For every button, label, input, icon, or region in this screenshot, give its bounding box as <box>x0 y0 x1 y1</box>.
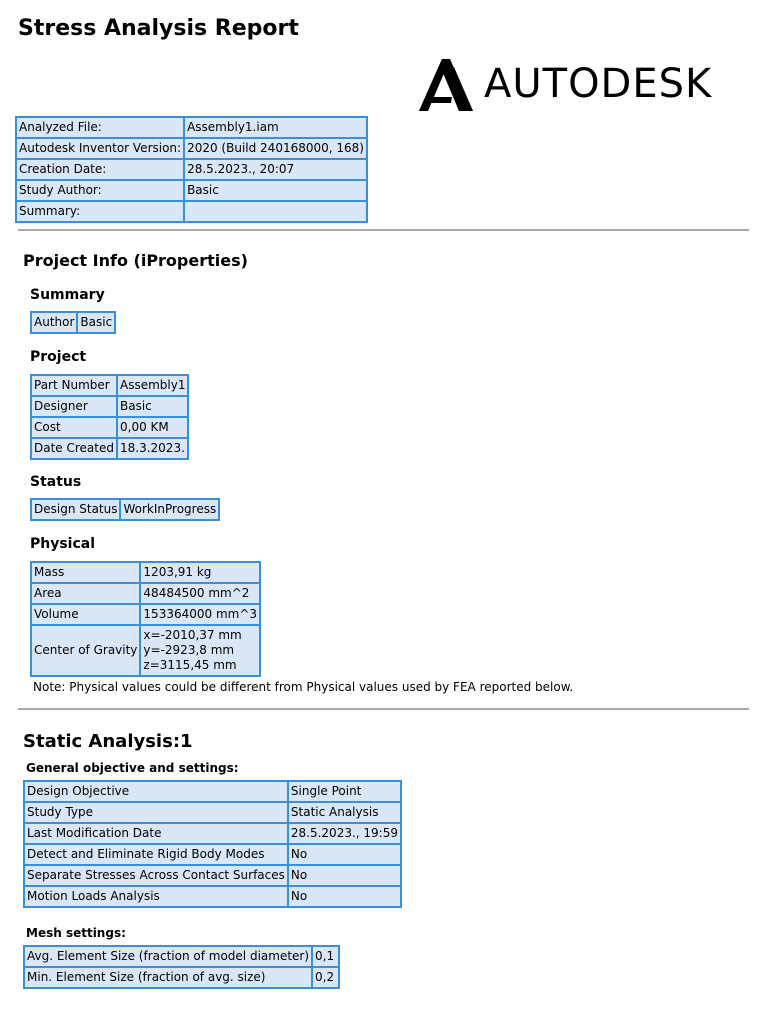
project-info-heading: Project Info (iProperties) <box>23 251 248 270</box>
table-cell-label: Summary: <box>16 201 184 222</box>
table-row <box>31 625 260 676</box>
table-row <box>31 438 188 459</box>
table-cell-value: 0,2 <box>312 967 339 988</box>
table-cell-value: 0,00 KM <box>117 417 188 438</box>
table-cell-value: 153364000 mm^3 <box>140 604 260 625</box>
table-cell-label: Analyzed File: <box>16 117 184 138</box>
table-cell-value: Assembly1.iam <box>184 117 367 138</box>
summary-table <box>30 311 116 334</box>
table-row <box>16 159 367 180</box>
table-cell-label: Center of Gravity <box>31 625 140 676</box>
table-cell-label: Design Objective <box>24 781 288 802</box>
table-cell-value: No <box>288 844 401 865</box>
cog-z: z=3115,45 mm <box>143 658 237 672</box>
table-row <box>31 312 115 333</box>
table-cell-label: Volume <box>31 604 140 625</box>
table-row <box>24 946 339 967</box>
report-title: Stress Analysis Report <box>18 16 299 41</box>
mesh-settings-table <box>23 945 340 989</box>
table-cell-value <box>184 201 367 222</box>
table-cell-label: Motion Loads Analysis <box>24 886 288 907</box>
table-cell-value: 28.5.2023., 19:59 <box>288 823 401 844</box>
table-cell-label: Mass <box>31 562 140 583</box>
table-cell-label: Author <box>31 312 77 333</box>
table-cell-label: Designer <box>31 396 117 417</box>
table-row <box>31 499 219 520</box>
table-cell-label: Separate Stresses Across Contact Surfaces <box>24 865 288 886</box>
file-info-table <box>15 116 368 223</box>
table-cell-value: 28.5.2023., 20:07 <box>184 159 367 180</box>
table-cell-value: Basic <box>117 396 188 417</box>
physical-heading: Physical <box>30 536 96 552</box>
general-settings-heading: General objective and settings: <box>26 761 239 775</box>
table-cell-label: Detect and Eliminate Rigid Body Modes <box>24 844 288 865</box>
table-row <box>24 865 401 886</box>
table-row <box>24 802 401 823</box>
project-heading: Project <box>30 349 87 365</box>
table-cell-value: 18.3.2023. <box>117 438 188 459</box>
table-row <box>16 138 367 159</box>
table-cell-value: Basic <box>77 312 115 333</box>
table-row <box>31 396 188 417</box>
static-analysis-heading: Static Analysis:1 <box>23 731 193 752</box>
table-cell-label: Autodesk Inventor Version: <box>16 138 184 159</box>
table-row <box>31 562 260 583</box>
table-cell-value: 1203,91 kg <box>140 562 260 583</box>
table-cell-label: Avg. Element Size (fraction of model diameter) <box>24 946 312 967</box>
physical-table <box>30 561 261 677</box>
center-of-gravity-values <box>140 625 260 676</box>
table-cell-label: Design Status <box>31 499 120 520</box>
table-cell-label: Cost <box>31 417 117 438</box>
table-cell-value: No <box>288 865 401 886</box>
table-cell-value: Basic <box>184 180 367 201</box>
table-cell-label: Last Modification Date <box>24 823 288 844</box>
table-row <box>24 967 339 988</box>
table-row <box>16 180 367 201</box>
section-divider <box>18 708 749 710</box>
table-cell-label: Area <box>31 583 140 604</box>
autodesk-logo <box>416 56 712 112</box>
table-cell-value: Single Point <box>288 781 401 802</box>
status-table <box>30 498 220 521</box>
cog-y: y=-2923,8 mm <box>143 643 235 657</box>
table-row <box>24 886 401 907</box>
table-cell-label: Study Type <box>24 802 288 823</box>
physical-note: Note: Physical values could be different from Physical values used by FEA reported below. <box>33 680 574 694</box>
table-cell-value: 0,1 <box>312 946 339 967</box>
status-heading: Status <box>30 474 82 490</box>
table-row <box>16 117 367 138</box>
table-row <box>24 844 401 865</box>
table-cell-label: Min. Element Size (fraction of avg. size) <box>24 967 312 988</box>
table-row <box>31 583 260 604</box>
project-table <box>30 374 189 460</box>
table-cell-value: 48484500 mm^2 <box>140 583 260 604</box>
table-cell-value: No <box>288 886 401 907</box>
table-row <box>24 823 401 844</box>
general-settings-table <box>23 780 402 908</box>
table-cell-label: Date Created <box>31 438 117 459</box>
table-cell-value: Static Analysis <box>288 802 401 823</box>
autodesk-logo-text: AUTODESK <box>484 61 713 107</box>
table-cell-label: Study Author: <box>16 180 184 201</box>
table-cell-value: WorkInProgress <box>120 499 219 520</box>
table-row <box>31 417 188 438</box>
summary-heading: Summary <box>30 287 105 303</box>
section-divider <box>18 229 749 231</box>
table-row <box>31 604 260 625</box>
table-cell-label: Part Number <box>31 375 117 396</box>
table-row <box>16 201 367 222</box>
table-cell-value: 2020 (Build 240168000, 168) <box>184 138 367 159</box>
table-row <box>31 375 188 396</box>
table-cell-label: Creation Date: <box>16 159 184 180</box>
table-row <box>24 781 401 802</box>
mesh-settings-heading: Mesh settings: <box>26 926 126 940</box>
autodesk-a-logo-icon <box>416 57 474 111</box>
table-cell-value: Assembly1 <box>117 375 188 396</box>
cog-x: x=-2010,37 mm <box>143 628 242 642</box>
